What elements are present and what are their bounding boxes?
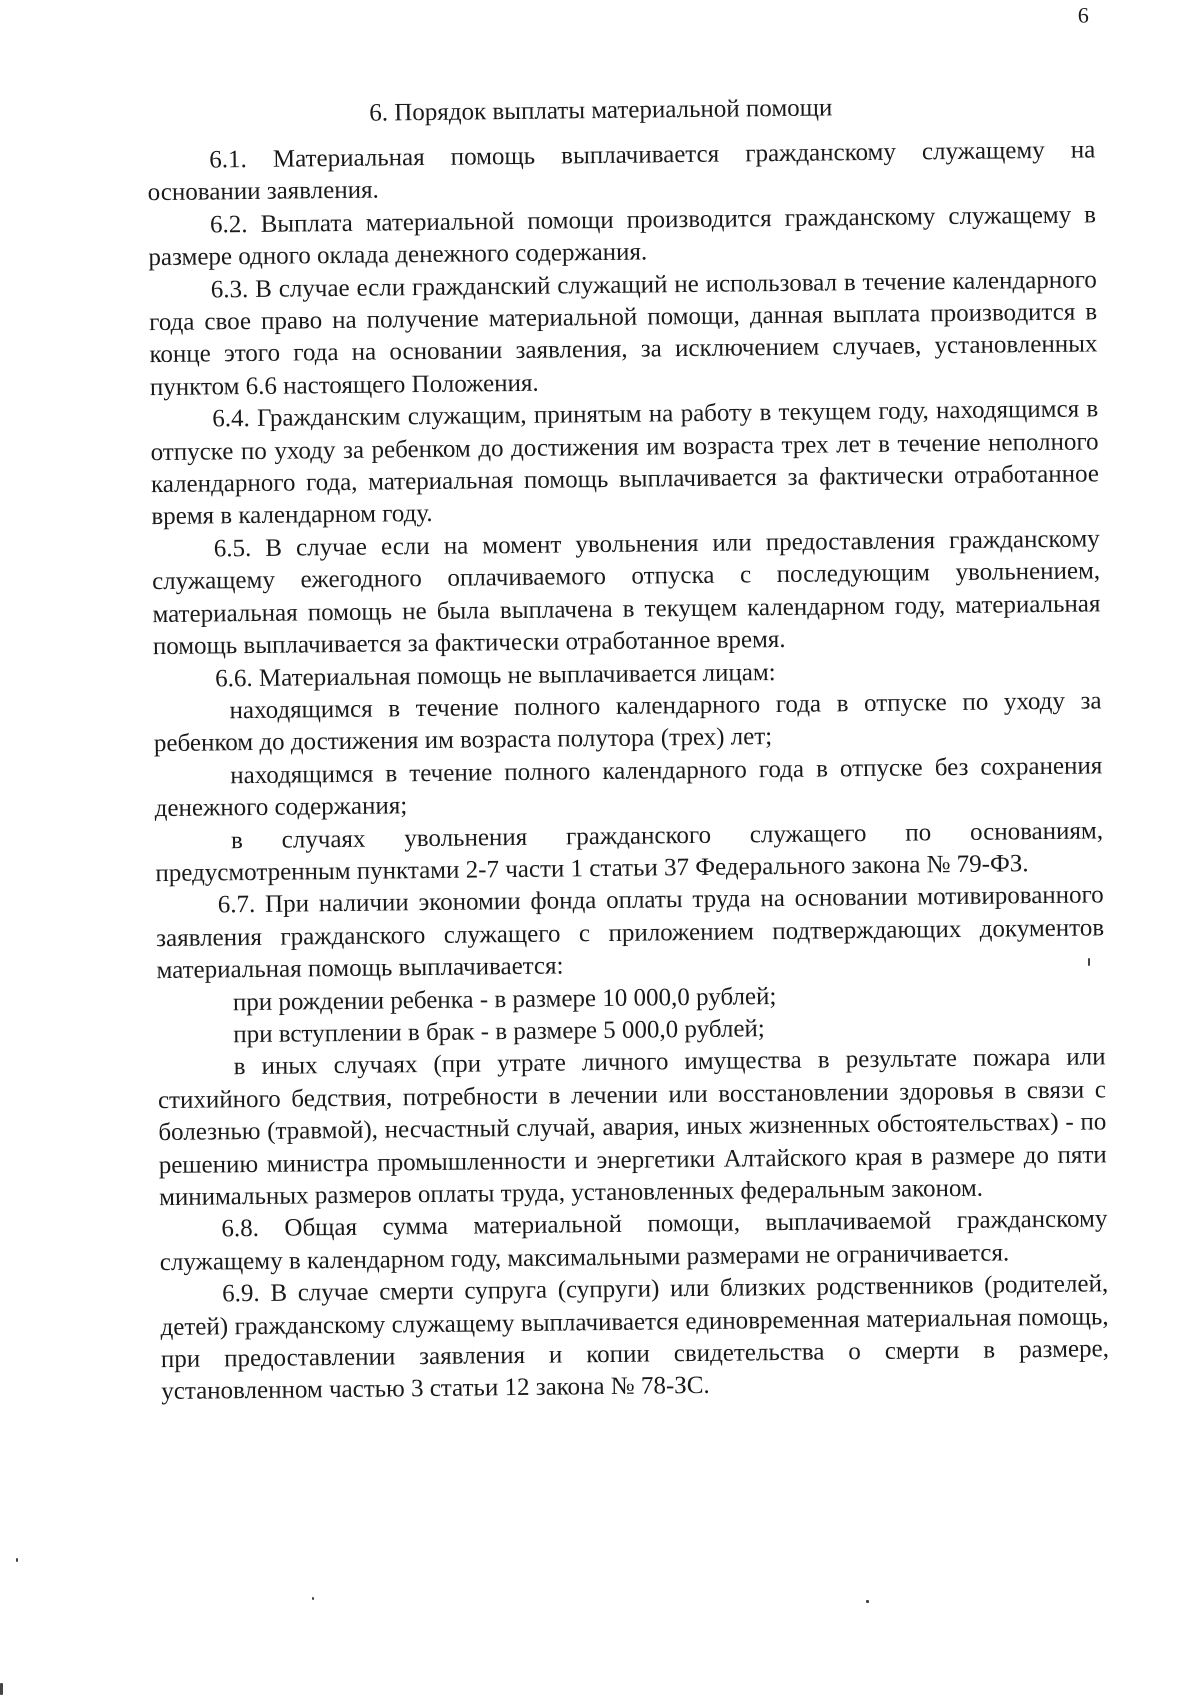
scan-speck bbox=[866, 1600, 869, 1603]
paragraph-6-1: 6.1. Материальная помощь выплачивается гражданскому служащему на основании заявления. bbox=[147, 136, 1096, 207]
page-number: 6 bbox=[1077, 2, 1089, 28]
paragraph-6-7-item-b: при вступлении в брак - в размере 5 000,0 рублей; bbox=[233, 1015, 765, 1049]
paragraph-6-2: 6.2. Выплата материальной помощи производится гражданскому служащему в размере одного оклада денежного содержания. bbox=[148, 201, 1097, 272]
scan-speck bbox=[0, 1683, 3, 1695]
document-body bbox=[147, 134, 1109, 1409]
scan-speck bbox=[312, 1597, 314, 1600]
paragraph-6-7-item-c: в иных случаях (при утрате личного имущества в результате пожара или стихийного бедствия, потребности в лечении или восстановлении здоровья в связи с болезнью (травмой), несчастный случай, авария, иных жизненных обстоятельствах) - по решению министра промышленности и энергетики Алтайского края в размере до пяти минимальных размеров оплаты труда, установленных федеральным законом. bbox=[157, 1043, 1107, 1212]
paragraph-6-6-item-c: в случаях увольнения гражданского служащего по основаниям, предусмотренным пунктами 2-7 части 1 статьи 37 Федерального закона № 79-ФЗ. bbox=[155, 816, 1104, 888]
paragraph-6-8: 6.8. Общая сумма материальной помощи, выплачиваемой гражданскому служащему в календарном году, максимальными размерами не ограничивается. bbox=[159, 1205, 1108, 1276]
paragraph-6-6: 6.6. Материальная помощь не выплачивается лицам: bbox=[215, 658, 776, 692]
paragraph-6-7-item-a: при рождении ребенка - в размере 10 000,0 рублей; bbox=[232, 982, 777, 1016]
paragraph-6-3: 6.3. В случае если гражданский служащий не использовал в течение календарного года свое право на получение материальной помощи, данная выплата производится в конце этого года на основании заявления, за исключением случаев, установленных пунктом 6.6 настоящего Положения. bbox=[149, 266, 1098, 401]
section-title: 6. Порядок выплаты материальной помощи bbox=[369, 94, 833, 127]
paragraph-6-4: 6.4. Гражданским служащим, принятым на работу в текущем году, находящимся в отпуске по уходу за ребенком до достижения им возраста трех лет в течение неполного календарного года, материальная помощь выплачивается за фактически отработанное время в календарном году. bbox=[150, 395, 1100, 531]
scan-speck bbox=[16, 1558, 18, 1562]
paragraph-6-5: 6.5. В случае если на момент увольнения или предоставления гражданскому служащему ежегодного оплачиваемого отпуска с последующим увольнением, материальная помощь не была выплачена в текущем календарном году, материальная помощь выплачивается за фактически отработанное время. bbox=[151, 525, 1101, 661]
paragraph-6-6-item-b: находящимся в течение полного календарного года в отпуске без сохранения денежного содержания; bbox=[154, 752, 1103, 823]
scan-speck bbox=[1088, 958, 1090, 966]
paragraph-6-6-item-a: находящимся в течение полного календарного года в отпуске по уходу за ребенком до достижения им возраста полутора (трех) лет; bbox=[153, 687, 1102, 758]
paragraph-6-7: 6.7. При наличии экономии фонда оплаты труда на основании мотивированного заявления гражданского служащего с приложением подтверждающих документов материальная помощь выплачивается: bbox=[156, 881, 1105, 985]
paragraph-6-9: 6.9. В случае смерти супруга (супруги) или близких родственников (родителей, детей) гражданскому служащему выплачивается единовременная материальная помощь, при предоставлении заявления и копии свидетельства о смерти в размере, установленном частью 3 статьи 12 закона № 78-ЗС. bbox=[160, 1270, 1110, 1406]
